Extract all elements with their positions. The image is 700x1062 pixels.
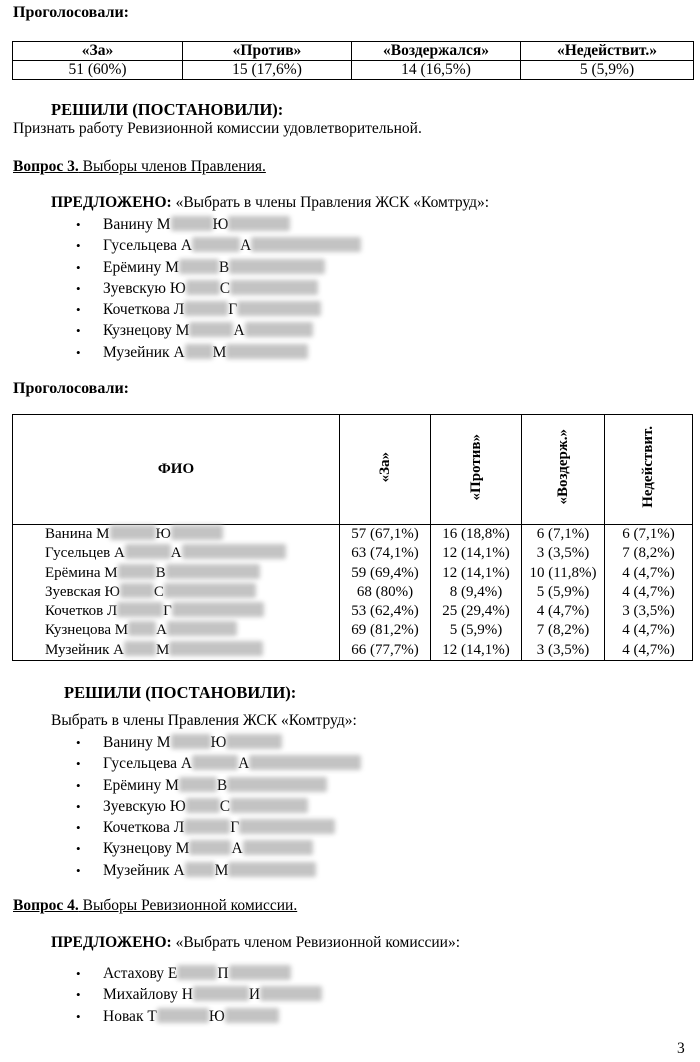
decided-text-1: Признать работу Ревизионной комиссии удовлетворительной. xyxy=(13,120,422,137)
voted-heading-1: Проголосовали: xyxy=(13,4,129,21)
bullet-icon: • xyxy=(76,756,81,772)
proposed-text: «Выбрать членом Ревизионной комиссии»: xyxy=(171,934,461,951)
list-item: • Гусельцева А А xyxy=(76,753,361,774)
bullet-icon: • xyxy=(76,798,81,814)
table-row: Музейник А М 66 (77,7%) 12 (14,1%) 3 (3,5%) 4 (4,7%) xyxy=(13,641,693,661)
value-against: 15 (17,6%) xyxy=(183,61,352,80)
bullet-icon: • xyxy=(76,966,81,981)
bullet-icon: • xyxy=(76,323,81,339)
bullet-icon: • xyxy=(76,820,81,836)
table-row: Ванина М Ю 57 (67,1%) 16 (18,8%) 6 (7,1%) 6 (7,1%) xyxy=(13,525,693,545)
proposed-label: ПРЕДЛОЖЕНО: xyxy=(51,194,172,211)
list-item: • Ерёмину М В xyxy=(76,775,361,796)
bullet-icon: • xyxy=(76,217,81,232)
question4-title xyxy=(13,897,297,915)
table-row: Кочетков Л Г 53 (62,4%) 25 (29,4%) 4 (4,7%) 3 (3,5%) xyxy=(13,602,693,621)
list-item: • Ванину М Ю xyxy=(76,214,361,235)
list-item: • Музейник А М xyxy=(76,860,361,881)
question3-label: Вопрос 3. xyxy=(13,158,79,175)
question4-text: Выборы Ревизионной комиссии. xyxy=(78,897,298,914)
list-item: • Гусельцева А А xyxy=(76,235,361,256)
page-number: 3 xyxy=(677,1040,685,1057)
col-for-header: «За» xyxy=(340,415,431,525)
list-item: • Кузнецову М А xyxy=(76,838,361,859)
bullet-icon: • xyxy=(76,238,81,254)
bullet-icon: • xyxy=(76,302,81,318)
list-item: • Зуевскую Ю С xyxy=(76,796,361,817)
bullet-icon: • xyxy=(76,1008,81,1024)
value-abstain: 14 (16,5%) xyxy=(352,61,521,80)
bullet-icon: • xyxy=(76,777,81,793)
value-for: 51 (60%) xyxy=(13,61,183,80)
bullet-icon: • xyxy=(76,280,81,296)
bullet-icon: • xyxy=(76,987,81,1003)
col-against-header: «Против» xyxy=(431,415,522,525)
list-item: • Михайлову Н И xyxy=(76,984,322,1005)
elected-list xyxy=(76,732,361,881)
table-row: Зуевская Ю С 68 (80%) 8 (9,4%) 5 (5,9%) 4 (4,7%) xyxy=(13,583,693,602)
question3-proposed xyxy=(51,194,489,212)
question3-title xyxy=(13,158,266,176)
bullet-icon: • xyxy=(76,259,81,275)
table-row: Кузнецова М А 69 (81,2%) 5 (5,9%) 7 (8,2%) 4 (4,7%) xyxy=(13,621,693,640)
voted-heading-2: Проголосовали: xyxy=(13,380,129,397)
list-item: • Кочеткова Л Г xyxy=(76,299,361,320)
col-against-header: «Против» xyxy=(183,42,352,61)
list-item: • Кузнецову М А xyxy=(76,320,361,341)
list-item: • Астахову Е П xyxy=(76,963,322,984)
col-for-header: «За» xyxy=(13,42,183,61)
question4-label: Вопрос 4. xyxy=(13,897,79,914)
value-invalid: 5 (5,9%) xyxy=(521,61,694,80)
col-abstain-header: «Воздержался» xyxy=(352,42,521,61)
vote-summary-table xyxy=(12,41,694,80)
decided-heading-1: РЕШИЛИ (ПОСТАНОВИЛИ): xyxy=(51,100,284,119)
list-item: • Новак Т Ю xyxy=(76,1006,322,1027)
bullet-icon: • xyxy=(76,344,81,360)
question4-proposed xyxy=(51,934,460,952)
list-item: • Кочеткова Л Г xyxy=(76,817,361,838)
list-item: • Музейник А М xyxy=(76,342,361,363)
revision-candidate-list xyxy=(76,963,322,1027)
candidate-list xyxy=(76,214,361,363)
col-fio-header: ФИО xyxy=(13,415,340,525)
list-item: • Зуевскую Ю С xyxy=(76,278,361,299)
list-item: • Ерёмину М В xyxy=(76,257,361,278)
bullet-icon: • xyxy=(76,841,81,857)
candidate-vote-table xyxy=(12,414,693,661)
proposed-text: «Выбрать в члены Правления ЖСК «Комтруд»: xyxy=(171,194,490,211)
bullet-icon: • xyxy=(76,862,81,878)
decided-heading-2: РЕШИЛИ (ПОСТАНОВИЛИ): xyxy=(64,683,297,702)
col-invalid-header: Недействит. xyxy=(605,415,693,525)
bullet-icon: • xyxy=(76,735,81,750)
list-item: • Ванину М Ю xyxy=(76,732,361,753)
proposed-label: ПРЕДЛОЖЕНО: xyxy=(51,934,172,951)
decided-text-2: Выбрать в члены Правления ЖСК «Комтруд»: xyxy=(51,712,357,729)
table-row: Гусельцев А А 63 (74,1%) 12 (14,1%) 3 (3,5%) 7 (8,2%) xyxy=(13,544,693,563)
table-row: Ерёмина М В 59 (69,4%) 12 (14,1%) 10 (11,8%) 4 (4,7%) xyxy=(13,564,693,583)
question3-text: Выборы членов Правления. xyxy=(78,158,266,175)
col-invalid-header: «Недействит.» xyxy=(521,42,694,61)
col-abstain-header: «Воздерж.» xyxy=(522,415,605,525)
